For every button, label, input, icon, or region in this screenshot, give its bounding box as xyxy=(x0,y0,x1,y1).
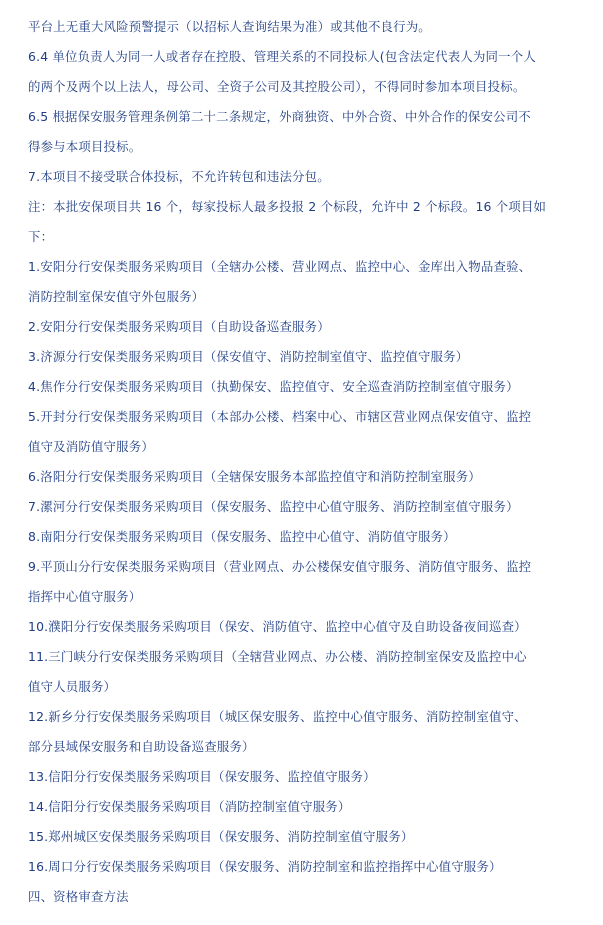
text-line: 7.漯河分行安保类服务采购项目（保安服务、监控中心值守服务、消防控制室值守服务） xyxy=(28,499,519,514)
text-line: 15.郑州城区安保类服务采购项目（保安服务、消防控制室值守服务） xyxy=(28,829,414,844)
text-line: 指挥中心值守服务） xyxy=(28,589,142,604)
text-line: 8.南阳分行安保类服务采购项目（保安服务、监控中心值守、消防值守服务） xyxy=(28,529,456,544)
text-line: 1.安阳分行安保类服务采购项目（全辖办公楼、营业网点、监控中心、金库出入物品查验、 xyxy=(28,259,532,274)
text-line: 3.济源分行安保类服务采购项目（保安值守、消防控制室值守、监控值守服务） xyxy=(28,349,469,364)
text-line: 6.4 单位负责人为同一人或者存在控股、管理关系的不同投标人(包含法定代表人为同一个人 xyxy=(28,49,536,64)
text-line: 得参与本项目投标。 xyxy=(28,139,142,154)
text-line: 平台上无重大风险预警提示（以招标人查询结果为准）或其他不良行为。 xyxy=(28,19,431,34)
text-line: 消防控制室保安值守外包服务） xyxy=(28,289,205,304)
text-line: 4.焦作分行安保类服务采购项目（执勤保安、监控值守、安全巡查消防控制室值守服务） xyxy=(28,379,519,394)
text-line: 14.信阳分行安保类服务采购项目（消防控制室值守服务） xyxy=(28,799,351,814)
text-line: 5.开封分行安保类服务采购项目（本部办公楼、档案中心、市辖区营业网点保安值守、监控 xyxy=(28,409,532,424)
text-line: 13.信阳分行安保类服务采购项目（保安服务、监控值守服务） xyxy=(28,769,376,784)
text-line: 6.5 根据保安服务管理条例第二十二条规定，外商独资、中外合资、中外合作的保安公司不 xyxy=(28,109,531,124)
section-heading: 四、资格审查方法 xyxy=(28,889,129,904)
text-line: 6.洛阳分行安保类服务采购项目（全辖保安服务本部监控值守和消防控制室服务） xyxy=(28,469,481,484)
text-line: 12.新乡分行安保类服务采购项目（城区保安服务、监控中心值守服务、消防控制室值守、 xyxy=(28,709,527,724)
text-line: 16.周口分行安保类服务采购项目（保安服务、消防控制室和监控指挥中心值守服务） xyxy=(28,859,502,874)
text-line: 11.三门峡分行安保类服务采购项目（全辖营业网点、办公楼、消防控制室保安及监控中心 xyxy=(28,649,527,664)
text-line: 部分县域保安服务和自助设备巡查服务） xyxy=(28,739,255,754)
text-line: 注：本批安保项目共 16 个，每家投标人最多投报 2 个标段，允许中 2 个标段。16 个项目如 xyxy=(28,199,547,214)
text-line: 7.本项目不接受联合体投标，不允许转包和违法分包。 xyxy=(28,169,330,184)
document-body xyxy=(28,12,594,912)
text-line: 9.平顶山分行安保类服务采购项目（营业网点、办公楼保安值守服务、消防值守服务、监控 xyxy=(28,559,532,574)
text-line: 10.濮阳分行安保类服务采购项目（保安、消防值守、监控中心值守及自助设备夜间巡查） xyxy=(28,619,527,634)
text-line: 的两个及两个以上法人，母公司、全资子公司及其控股公司），不得同时参加本项目投标。 xyxy=(28,79,526,94)
text-line: 下： xyxy=(28,229,54,244)
text-line: 值守及消防值守服务） xyxy=(28,439,154,454)
text-line: 2.安阳分行安保类服务采购项目（自助设备巡查服务） xyxy=(28,319,330,334)
text-line: 值守人员服务） xyxy=(28,679,117,694)
